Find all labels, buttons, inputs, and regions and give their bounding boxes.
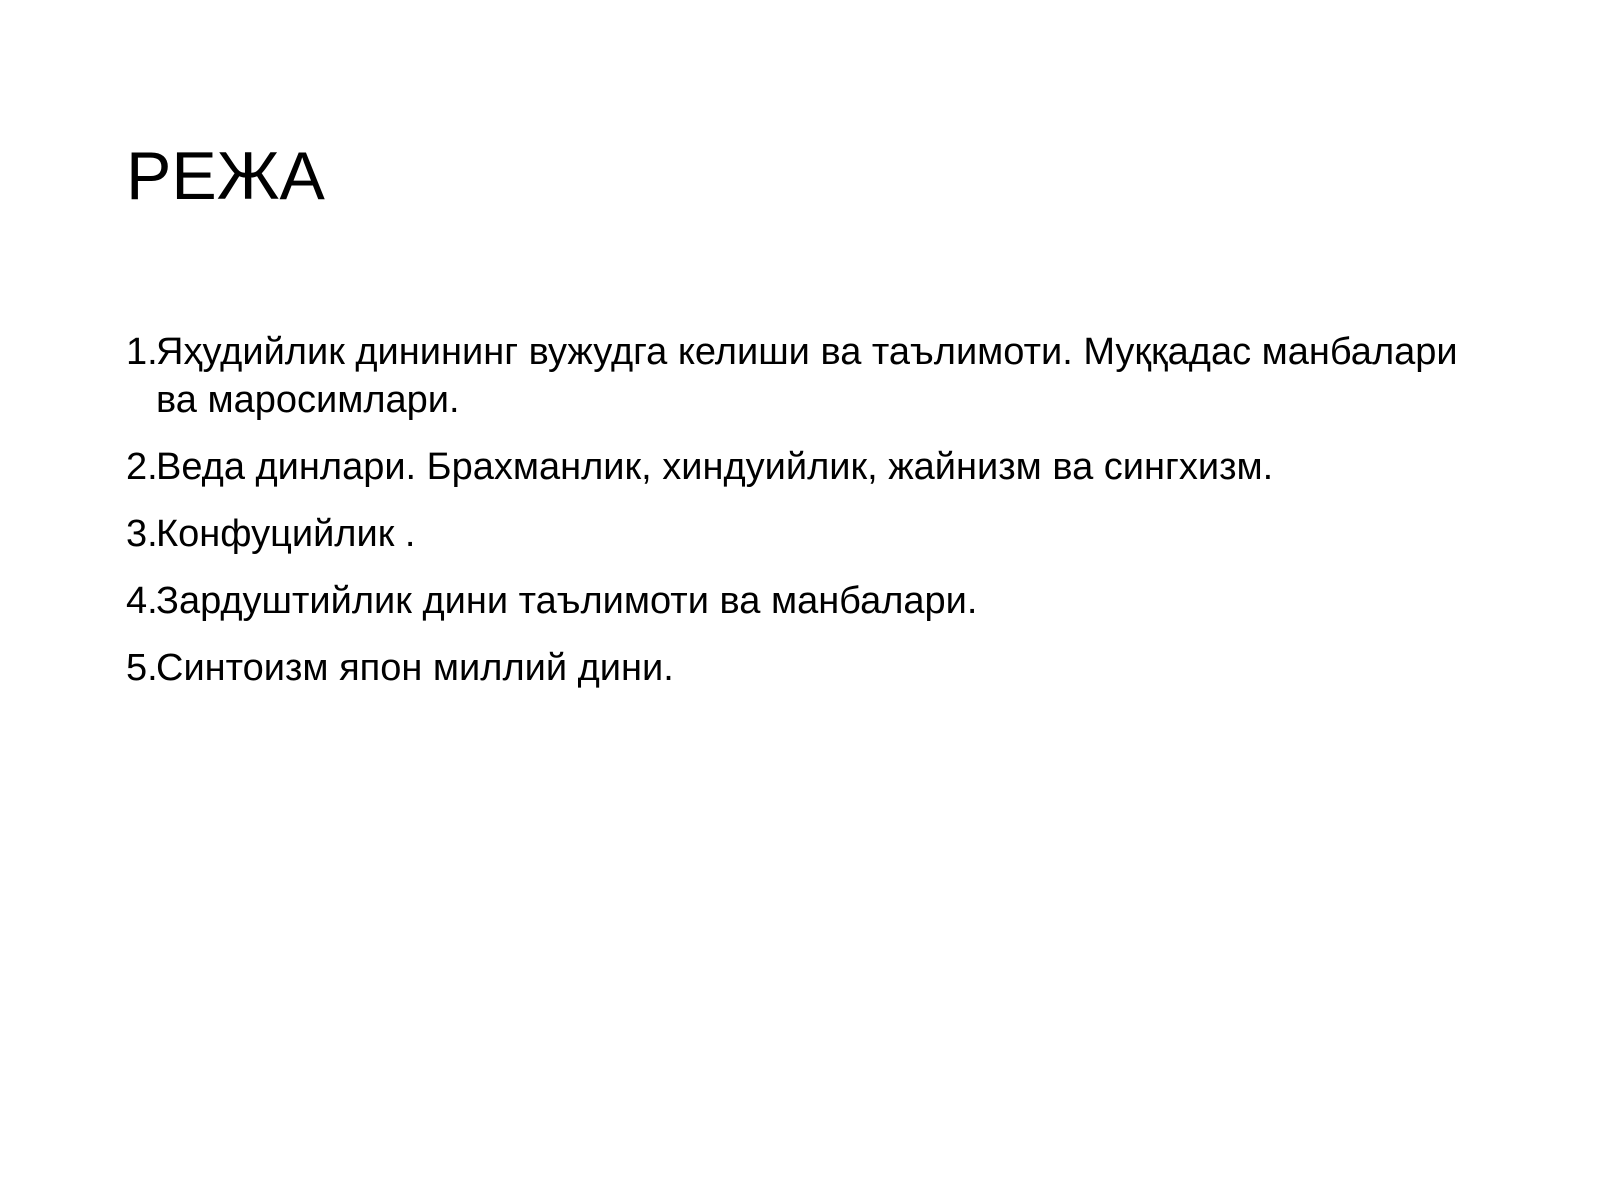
list-item-number: 3.	[126, 513, 158, 555]
list-item	[126, 644, 1466, 692]
slide-title: РЕЖА	[126, 138, 325, 214]
list-item	[126, 577, 1466, 625]
list-item-text: Синтоизм япон миллий дини.	[156, 647, 674, 689]
list-item-number: 2.	[126, 446, 158, 488]
list-item-number: 5.	[126, 647, 158, 689]
plan-list	[126, 328, 1466, 711]
list-item-number: 1.	[126, 331, 158, 373]
list-item-text: Яҳудийлик динининг вужудга келиши ва таълимоти. Муққадас манбалари ва маросимлари.	[156, 331, 1458, 421]
list-item	[126, 328, 1466, 424]
list-item-text: Веда динлари. Брахманлик, хиндуийлик, жайнизм ва сингхизм.	[156, 446, 1274, 488]
list-item	[126, 443, 1466, 491]
list-item	[126, 510, 1466, 558]
list-item-text: Зардуштийлик дини таълимоти ва манбалари.	[156, 580, 978, 622]
list-item-text: Конфуцийлик .	[156, 513, 416, 555]
list-item-number: 4.	[126, 580, 158, 622]
